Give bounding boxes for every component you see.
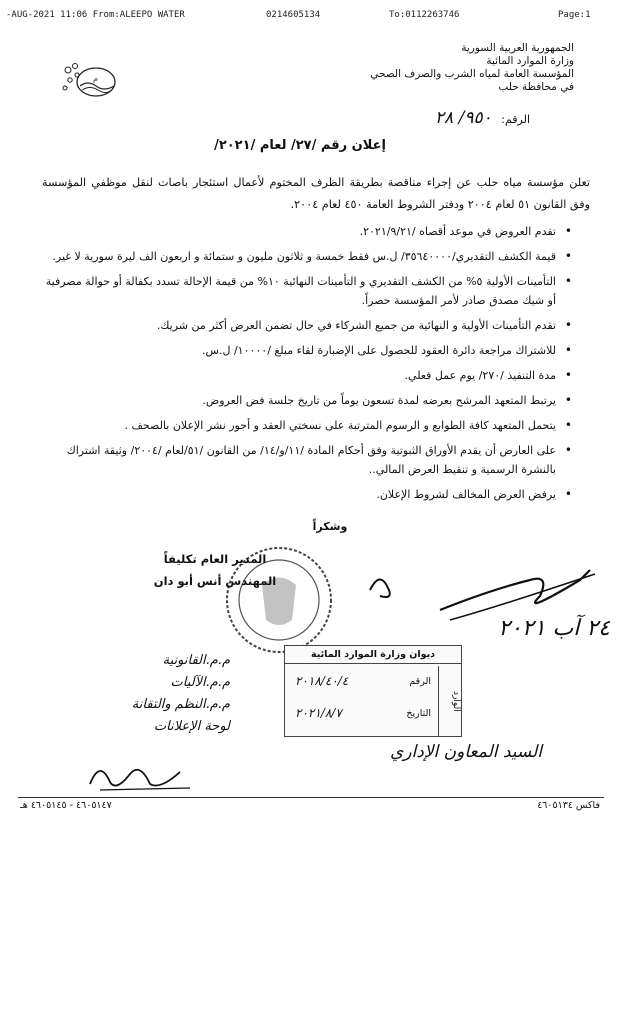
organization-header xyxy=(344,42,574,94)
stamp-side-label: الوارد xyxy=(438,666,461,736)
signatory-name: المهندس أنس أبو دان xyxy=(153,574,277,588)
list-item: م.م.القانونية xyxy=(162,653,230,668)
footer-phones: ٤٦٠٥١٤٧ - ٤٦٠٥١٤٥ هـ xyxy=(20,800,112,811)
handwritten-date: ٢٤ آب ٢٠٢١ xyxy=(498,616,610,641)
fax-date-from: -AUG-2021 11:06 From:ALEEPO WATER xyxy=(6,10,185,20)
list-item: • تقدم العروض في موعد أقصاه /٢٠٢١/٩/٢١. xyxy=(42,222,566,241)
stamp-date-value: ٢٠٢١/٨/٧ xyxy=(295,706,342,720)
list-item: • للاشتراك مراجعة دائرة العقود للحصول على الإضبارة لقاء مبلغ /١٠٠٠٠/ ل.س. xyxy=(42,341,566,360)
fax-page: Page:1 xyxy=(558,10,591,20)
org-line: المؤسسة العامة لمياه الشرب والصرف الصحي xyxy=(370,68,574,80)
signature-block xyxy=(130,548,300,592)
svg-text:ﻡ: ﻡ xyxy=(93,74,98,83)
list-item: • مدة التنفيذ /٢٧٠/ يوم عمل فعلي. xyxy=(42,366,566,385)
fax-to: To:0112263746 xyxy=(389,10,460,20)
list-item: • تقدم التأمينات الأولية و النهائية من جميع الشركاء في حال تضمن العرض أكثر من شريك. xyxy=(42,316,566,335)
reference-label: الرقم: xyxy=(501,113,530,126)
stamp-date-label: التاريخ xyxy=(406,708,431,719)
list-item: • على العارض أن يقدم الأوراق الثبوتية وفق أحكام المادة /١١/و/١٤/ من القانون /٥١/لعام /٢٠٠٤/ وثيقة اشتراك بالنشرة الرسمية و تنقيط العرض المالي.. xyxy=(42,441,566,479)
list-item: • يتحمل المتعهد كافة الطوابع و الرسوم المترتبة على نسختي العقد و أجور نشر الإعلان بالصحف . xyxy=(42,416,566,435)
list-item: • يرتبط المتعهد المرشح بعرضه لمدة تسعون يوماً من تاريخ جلسة فض العروض. xyxy=(42,391,566,410)
fax-header xyxy=(6,10,616,24)
water-drops-logo-icon xyxy=(60,60,118,100)
fax-from-number: 0214605134 xyxy=(266,10,321,20)
stamp-title: ديوان وزارة الموارد المائية xyxy=(285,646,461,664)
conditions-list xyxy=(42,222,580,510)
signatory-title: المدير العام تكليفاً xyxy=(163,552,267,566)
stamp-number-value: ٢٠١٨/٤٠/٤ xyxy=(295,674,349,688)
list-item: • قيمة الكشف التقديري/٣٥٦٤٠٠٠٠/ ل.س فقط خمسة و ثلاثون مليون و ستمائة و اربعون الف ليرة سورية لا غير. xyxy=(42,247,566,266)
initials-scribble-icon xyxy=(80,754,200,794)
list-item: م.م.النظم والتقانة xyxy=(131,697,230,712)
footer-fax: فاكس ٤٦٠٥١٣٤ xyxy=(537,800,600,811)
bottom-handwritten-note: السيد المعاون الإداري xyxy=(390,742,542,762)
org-line: الجمهورية العربية السورية xyxy=(461,42,574,54)
org-line: في محافظة حلب xyxy=(498,81,574,93)
ministry-received-stamp xyxy=(284,645,462,737)
announcement-intro: تعلن مؤسسة مياه حلب عن إجراء مناقصة بطريقة الظرف المختوم لأعمال استئجار باصات لنقل موظفي المؤسسة وفق القانون ٥١ لعام ٢٠٠٤ ودفتر الشروط العامة ٤٥٠ لعام ٢٠٠٤. xyxy=(42,176,590,211)
list-item: • يرفض العرض المخالف لشروط الإعلان. xyxy=(42,485,566,504)
reference-number xyxy=(270,108,530,132)
list-item: لوحة الإعلانات xyxy=(153,719,230,734)
stamp-number-label: الرقم xyxy=(409,676,431,687)
list-item: • التأمينات الأولية ٥% من الكشف التقديري و التأمينات النهائية ١٠% من قيمة الإحالة تسدد بكفالة أو حوالة مصرفية أو شيك مصدق صادر لأمر المؤسسة حصراً. xyxy=(42,272,566,310)
list-item: م.م.الآليات xyxy=(170,675,230,690)
thanks-text: وشكراً xyxy=(312,520,348,533)
announcement-title: إعلان رقم /٢٧/ لعام /٢٠٢١/ xyxy=(214,138,386,153)
footer-contact xyxy=(20,800,600,814)
distribution-list xyxy=(70,650,230,738)
footer-divider xyxy=(18,797,604,798)
org-line: وزارة الموارد المائية xyxy=(486,55,574,67)
reference-handwritten-number: ٩٥٠/ ٢٨ xyxy=(434,108,492,128)
